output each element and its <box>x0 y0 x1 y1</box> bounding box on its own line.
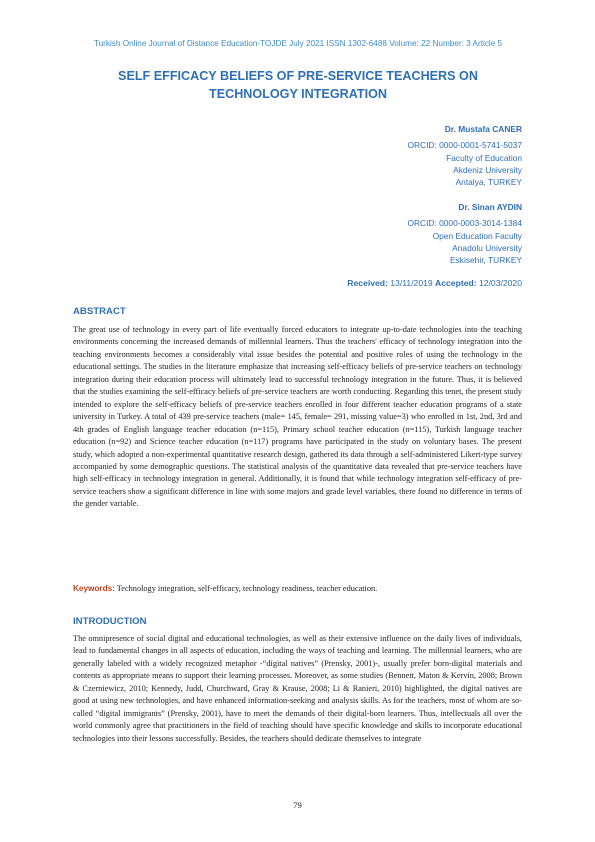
journal-header: Turkish Online Journal of Distance Education-TOJDE July 2021 ISSN 1302-6488 Volume: 22 Number: 3 Article 5 <box>93 39 503 48</box>
received-label: Received: <box>347 278 388 288</box>
author-location: Eskisehir, TURKEY <box>450 255 522 266</box>
author-block-2 <box>407 201 522 266</box>
paper-title-line-2: TECHNOLOGY INTEGRATION <box>209 87 387 101</box>
page-number: 79 <box>293 800 302 810</box>
keywords <box>73 583 522 595</box>
author-department: Faculty of Education <box>446 152 522 163</box>
author-university: Anadolu University <box>452 242 522 253</box>
author-block-1 <box>407 123 522 188</box>
author-location: Antalya, TURKEY <box>455 177 522 188</box>
received-date: 13/11/2019 <box>390 278 433 288</box>
abstract-text: The great use of technology in every part of life eventually forced educators to integrate up-to-date technologies into the teaching environments concerning the increased demands of millennial learners. Thus the teachers' efficacy of technology integration into the teaching environments becomes a considerably vital issue besides the potential and positive roles of using the technology in the educational settings. The studies in the literature emphasize that increasing self-efficacy beliefs of pre-service teachers on technology integration during their education process will ultimately lead to successful technology integration in the future. Thus, it is believed that the studies examining the self-efficacy beliefs of pre-service teachers are worth conducting. Regarding this tenet, the present study intended to explore the self-efficacy beliefs of pre-service teachers enrolled in four different teacher education programs of a state university in Turkey. A total of 439 pre-service teachers (male= 145, female= 291, missing value=3) who enrolled in 1st, 2nd, 3rd and 4th grades of English language teacher education (n=115), Primary school teacher education (n=115), Turkish language teacher education (n=92) and Science teacher education (n=117) programs have participated in the study on voluntary bases. The present study, which adopted a non-experimental quantitative research design, gathered its data through a self-administered Likert-type survey accompanied by some demographic questions. The statistical analysis of the quantitative data revealed that pre-service teachers have high self-efficacy in technology integration in general. Additionally, it is found that while technology integration self-efficacy of pre-service teachers show a significant difference in line with some majors and grade level variables, there found no difference in terms of the gender variable. <box>73 325 522 509</box>
author-university: Akdeniz University <box>453 164 522 175</box>
submission-dates <box>347 278 522 288</box>
introduction-heading: INTRODUCTION <box>73 616 147 627</box>
keywords-label: Keywords: <box>73 584 115 593</box>
author-orcid[interactable]: ORCID: 0000-0003-3014-1384 <box>407 218 522 229</box>
accepted-date: 12/03/2020 <box>478 278 522 288</box>
paper-title-line-1: SELF EFFICACY BELIEFS OF PRE-SERVICE TEACHERS ON <box>118 69 478 83</box>
author-name: Dr. Sinan AYDIN <box>458 202 522 212</box>
abstract-heading: ABSTRACT <box>73 306 126 317</box>
author-orcid[interactable]: ORCID: 0000-0001-5741-5037 <box>407 140 522 151</box>
paper-title <box>73 67 523 103</box>
author-department: Open Education Faculty <box>432 230 522 241</box>
author-name: Dr. Mustafa CANER <box>444 124 522 134</box>
introduction-text: The omnipresence of social digital and educational technologies, as well as their extensive influence on the daily lives of individuals, lead to fundamental changes in all aspects of education, including the ways of teaching and learning. The millennial learners, who are generally labeled with a widely recognized metaphor -“digital natives” (Prensky, 2001)-, usually prefer born-digital materials and contents as appropriate means to support their learning processes. Moreover, as some studies (Bennett, Maton & Kervin, 2008; Brown & Czerniewicz, 2010; Kennedy, Judd, Churchward, Gray & Krause, 2008; Li & Ranieri, 2010) highlighted, the digital natives are good at using new technologies, and have enhanced information-seeking and analysis skills. As for the teachers, most of whom are so-called “digital immigrants” (Prensky, 2001), have to meet the demands of their digital-born learners. Thus, intellectuals all over the world commonly agree that practitioners in the field of teaching should have specific knowledge and skills to incorporate educational technologies into their lessons successfully. Besides, the teachers should dedicate themselves to integrate <box>73 634 522 743</box>
keywords-text: Technology integration, self-efficacy, technology readiness, teacher education. <box>116 584 378 593</box>
accepted-label: Accepted: <box>435 278 477 288</box>
